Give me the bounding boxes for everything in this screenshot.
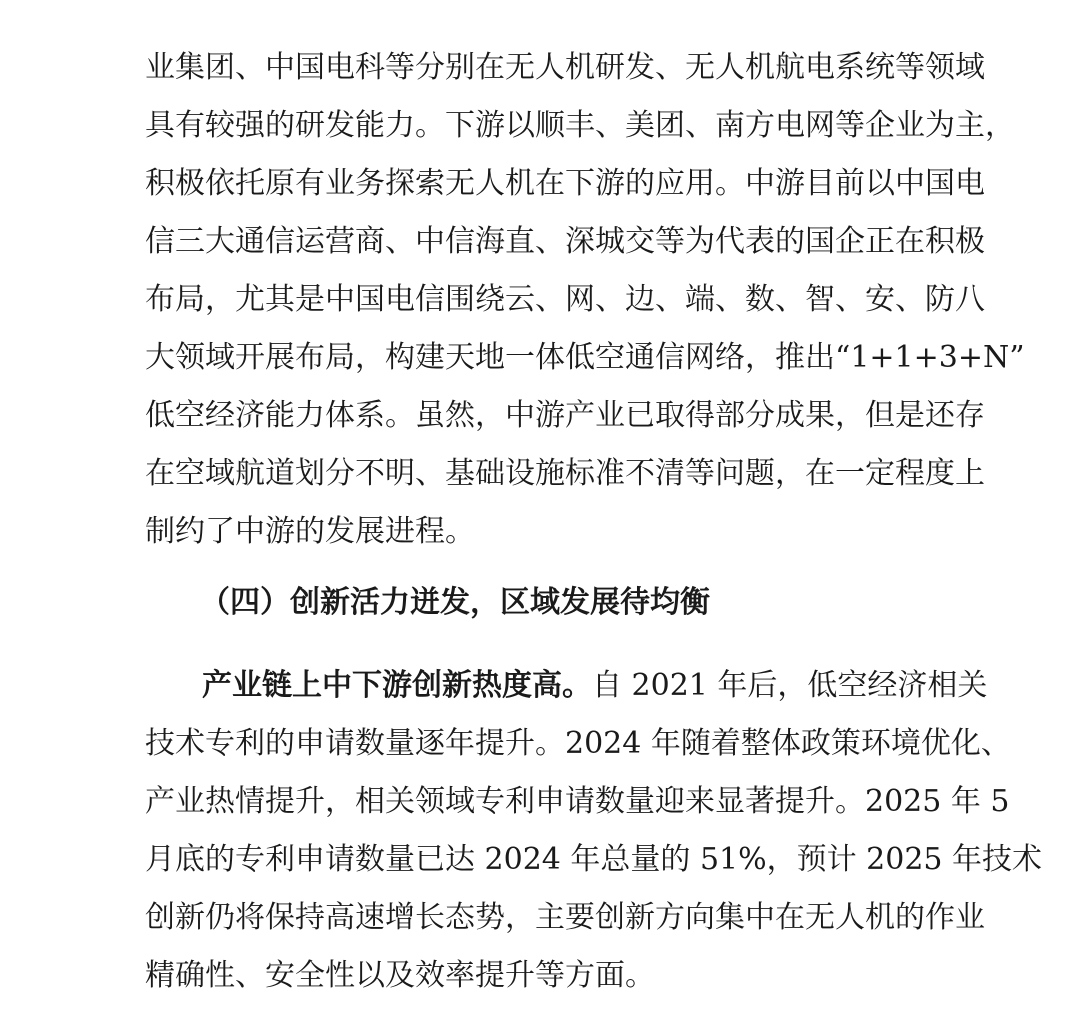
paragraph-line: 信三大通信运营商、中信海直、深城交等为代表的国企正在积极 xyxy=(145,224,985,259)
paragraph-line: 创新仍将保持高速增长态势，主要创新方向集中在无人机的作业 xyxy=(145,900,985,935)
paragraph-line: 技术专利的申请数量逐年提升。2024 年随着整体政策环境优化、 xyxy=(145,726,1011,761)
paragraph-line: 业集团、中国电科等分别在无人机研发、无人机航电系统等领域 xyxy=(145,50,985,85)
paragraph-line-rest: 自 2021 年后，低空经济相关 xyxy=(592,668,988,703)
paragraph-line: 月底的专利申请数量已达 2024 年总量的 51%，预计 2025 年技术 xyxy=(145,842,1043,877)
paragraph-line: 产业热情提升，相关领域专利申请数量迎来显著提升。2025 年 5 xyxy=(145,784,1010,819)
paragraph-line: 大领域开展布局，构建天地一体低空通信网络，推出“1+1+3+N” xyxy=(145,340,1025,375)
paragraph-line: 积极依托原有业务探索无人机在下游的应用。中游目前以中国电 xyxy=(145,166,985,201)
paragraph-line: 精确性、安全性以及效率提升等方面。 xyxy=(145,958,655,993)
paragraph-line: 具有较强的研发能力。下游以顺丰、美团、南方电网等企业为主， xyxy=(145,108,1015,143)
paragraph-line: 布局，尤其是中国电信围绕云、网、边、端、数、智、安、防八 xyxy=(145,282,985,317)
paragraph-line: 低空经济能力体系。虽然，中游产业已取得部分成果，但是还存 xyxy=(145,398,985,433)
section-heading: （四）创新活力迸发，区域发展待均衡 xyxy=(200,585,710,620)
paragraph-first-line xyxy=(202,657,988,715)
bold-lead-sentence: 产业链上中下游创新热度高。 xyxy=(202,668,592,703)
paragraph-line: 在空域航道划分不明、基础设施标准不清等问题，在一定程度上 xyxy=(145,456,985,491)
paragraph-line: 制约了中游的发展进程。 xyxy=(145,514,475,549)
